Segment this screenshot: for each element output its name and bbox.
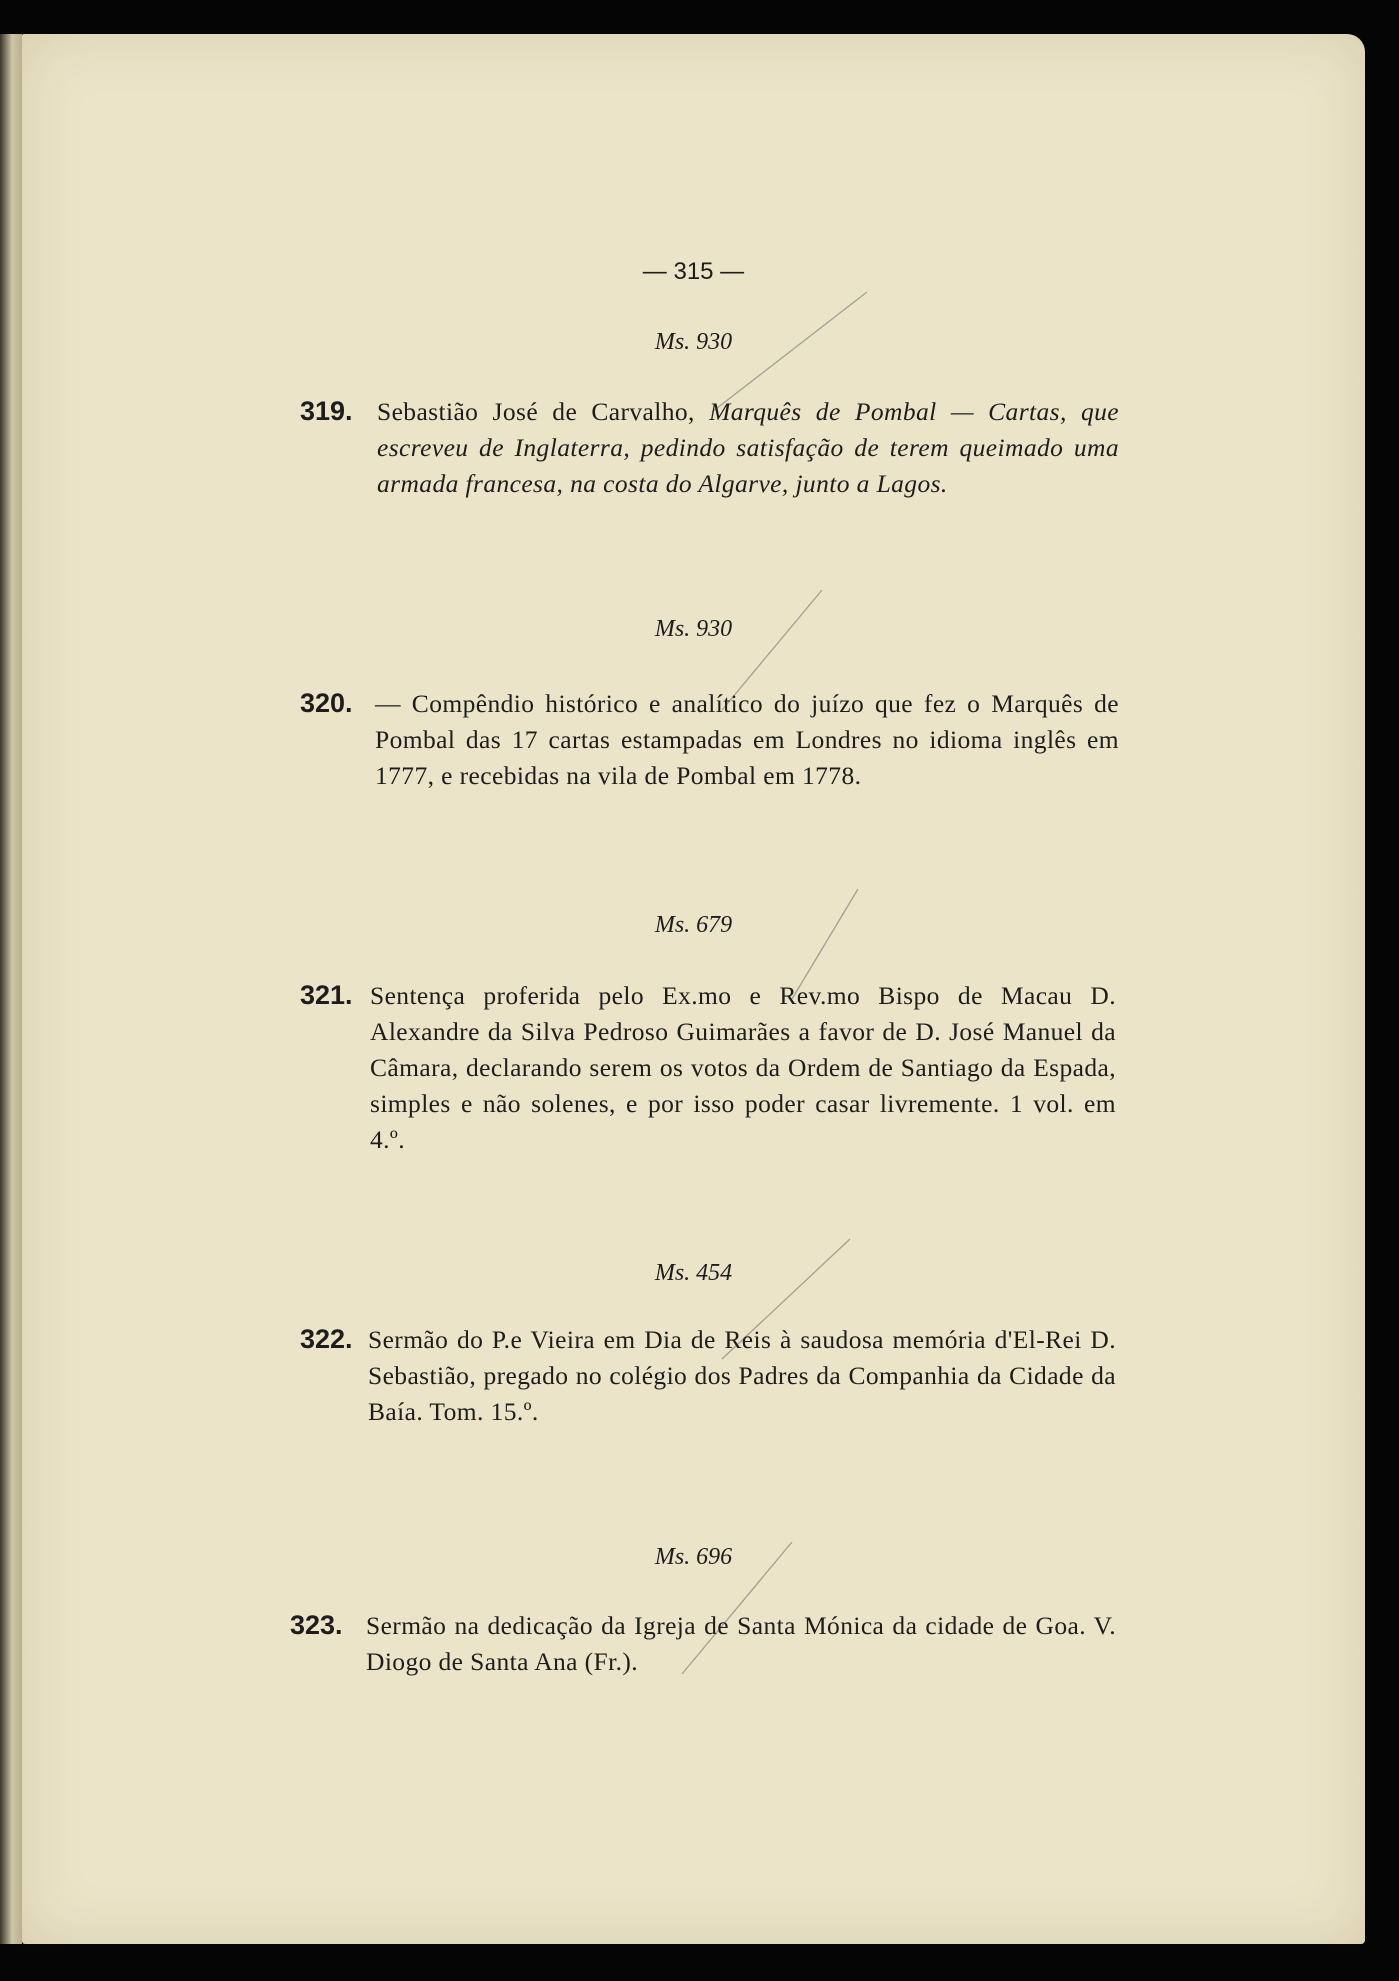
ms-reference: Ms. 454 <box>654 1260 733 1286</box>
entry-text: Sentença proferida pelo Ex.mo e Rev.mo Bispo de Macau D. Alexandre da Silva Pedroso Guimarães a favor de D. José Manuel da Câmara, declarando serem os votos da Ordem de Santiago da Espada, simples e não solenes, e por isso poder casar livremente. 1 vol. em 4.º. <box>370 981 1116 1154</box>
entry-text: — Compêndio histórico e analítico do juízo que fez o Marquês de Pombal das 17 cartas estampadas em Londres no idioma inglês em 1777, e recebidas na vila de Pombal em 1778. <box>375 689 1119 790</box>
entry-author: Sebastião José de Carvalho, <box>377 397 695 426</box>
ms-reference: Ms. 696 <box>654 1544 733 1570</box>
entry-number: 321. <box>300 980 353 1010</box>
entry-number: 323. <box>290 1610 343 1640</box>
entry-number: 322. <box>300 1324 353 1354</box>
ms-reference: Ms. 930 <box>654 329 733 355</box>
entry-number: 319. <box>300 396 353 426</box>
entry-text <box>377 394 1119 502</box>
previous-page-edge <box>0 34 22 1944</box>
entry-number: 320. <box>300 688 353 718</box>
entry-title: Marquês de Pombal — Cartas, que escreveu de Inglaterra, pedindo satisfação de terem queimado uma armada francesa, na costa do Algarve, junto a Lagos. <box>377 397 1120 498</box>
entry-text: Sermão na dedicação da Igreja de Santa Mónica da cidade de Goa. V. Diogo de Santa Ana (Fr.). <box>366 1611 1116 1676</box>
page <box>22 34 1365 1944</box>
ms-reference: Ms. 679 <box>654 912 733 938</box>
entry-text: Sermão do P.e Vieira em Dia de Reis à saudosa memória d'El-Rei D. Sebastião, pregado no colégio dos Padres da Companhia da Cidade da Baía. Tom. 15.º. <box>368 1325 1116 1426</box>
page-number: — 315 — <box>642 258 745 285</box>
ms-reference: Ms. 930 <box>654 616 733 642</box>
